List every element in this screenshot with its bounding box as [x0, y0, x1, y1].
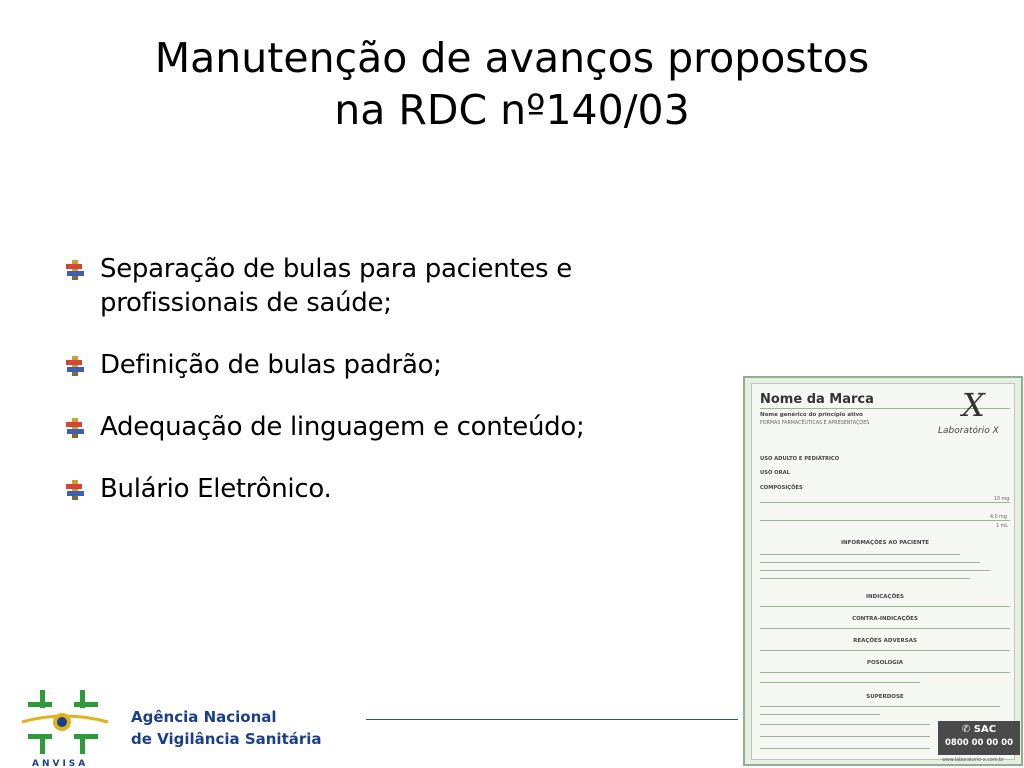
bullet-item — [64, 410, 724, 444]
sac-phone: 0800 00 00 00 — [944, 738, 1014, 748]
leaflet-rule — [760, 554, 960, 555]
leaflet-rule — [760, 736, 930, 737]
leaflet-url: www.laboratorio-x.com.br — [942, 758, 1005, 763]
logo-text: ANVISA — [32, 759, 89, 768]
leaflet-image — [743, 376, 1023, 766]
bullet-text-line-1: Separação de bulas para pacientes e — [100, 254, 572, 284]
leaflet-rule — [760, 724, 930, 725]
anvisa-logo-icon — [16, 682, 112, 768]
title-line-1: Manutenção de avanços propostos — [154, 34, 870, 82]
sac-label — [938, 723, 1020, 737]
leaflet-lab-name: Laboratório X — [938, 426, 999, 436]
leaflet-rule — [760, 606, 1010, 607]
leaflet-forms: FORMAS FARMACÊUTICAS E APRESENTAÇÕES — [760, 421, 870, 426]
leaflet-brand: Nome da Marca — [760, 392, 874, 407]
leaflet-rule — [760, 578, 970, 579]
bullet-text: Bulário Eletrônico. — [100, 474, 332, 504]
leaflet-rule — [760, 682, 920, 683]
bullet-text-line-2: profissionais de saúde; — [100, 288, 392, 318]
leaflet-adverse: REAÇÕES ADVERSAS — [853, 638, 917, 644]
leaflet-rule — [760, 562, 980, 563]
leaflet-rule — [760, 672, 1010, 673]
agency-name-line-2: de Vigilância Sanitária — [131, 730, 322, 748]
leaflet-overdose: SUPERDOSE — [866, 694, 904, 700]
bullet-icon — [64, 355, 86, 377]
bullet-icon — [64, 259, 86, 281]
phone-icon: ✆ — [961, 724, 971, 735]
leaflet-composition: COMPOSIÇÕES — [760, 485, 803, 491]
bullet-icon — [64, 417, 86, 439]
agency-name-line-1: Agência Nacional — [131, 708, 277, 726]
bullet-text — [100, 252, 572, 320]
footer-divider — [366, 719, 738, 720]
leaflet-logo-letter: X — [962, 386, 985, 424]
bullet-icon — [64, 479, 86, 501]
sac-label-text: SAC — [973, 724, 997, 735]
leaflet-generic-name: Nome genérico do princípio ativo — [760, 412, 863, 418]
bullet-list — [64, 252, 724, 534]
leaflet-rule — [760, 502, 1010, 503]
leaflet-dose: 1 mL — [996, 524, 1008, 529]
leaflet-indications: INDICAÇÕES — [866, 594, 904, 600]
bullet-text: Definição de bulas padrão; — [100, 350, 442, 380]
leaflet-dose: 4,0 mg — [990, 515, 1007, 520]
leaflet-info-heading: INFORMAÇÕES AO PACIENTE — [841, 540, 929, 546]
slide-title — [0, 32, 1024, 136]
leaflet-rule — [760, 748, 930, 749]
title-line-2: na RDC nº140/03 — [334, 86, 690, 134]
leaflet-rule — [760, 650, 1010, 651]
agency-name — [131, 706, 322, 750]
bullet-item — [64, 252, 724, 320]
leaflet-rule — [760, 570, 990, 571]
bullet-text: Adequação de linguagem e conteúdo; — [100, 412, 585, 442]
leaflet-posology: POSOLOGIA — [866, 660, 904, 666]
bullet-item — [64, 472, 724, 506]
leaflet-route: USO ORAL — [760, 470, 790, 476]
leaflet-paper — [751, 383, 1015, 763]
leaflet-rule — [760, 714, 880, 715]
leaflet-usage: USO ADULTO E PEDIÁTRICO — [760, 456, 840, 462]
sac-box — [938, 721, 1020, 755]
leaflet-rule — [760, 520, 1010, 521]
bullet-item — [64, 348, 724, 382]
leaflet-contraindications: CONTRA-INDICAÇÕES — [852, 616, 918, 622]
leaflet-rule — [760, 706, 1000, 707]
leaflet-rule — [760, 628, 1010, 629]
leaflet-dose: 10 mg — [994, 497, 1010, 502]
